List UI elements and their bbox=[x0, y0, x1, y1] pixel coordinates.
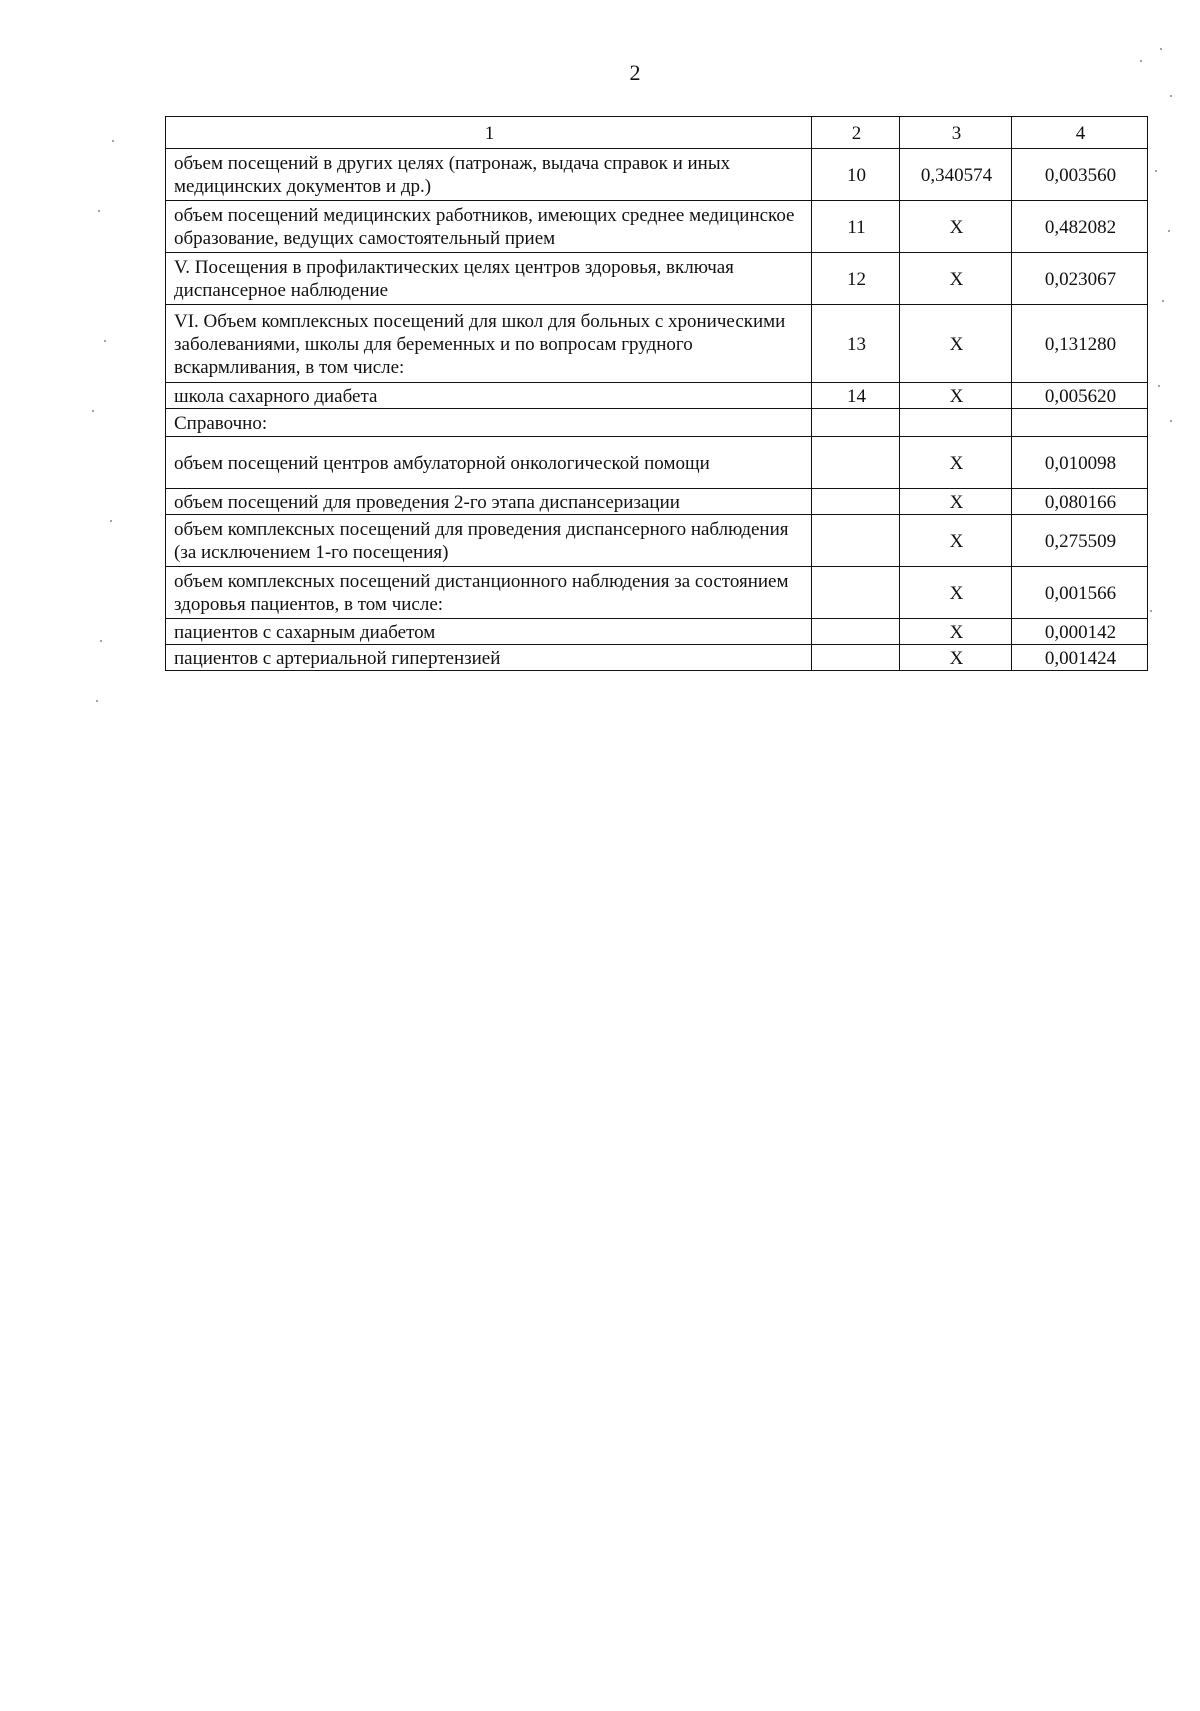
row-value-3: Х bbox=[900, 201, 1012, 253]
row-value-3: Х bbox=[900, 645, 1012, 671]
table-row bbox=[166, 515, 1148, 567]
row-value-4: 0,001424 bbox=[1012, 645, 1148, 671]
row-name: объем комплексных посещений для проведения диспансерного наблюдения (за исключением 1-го посещения) bbox=[166, 515, 812, 567]
table-row bbox=[166, 437, 1148, 489]
row-value-4 bbox=[1012, 409, 1148, 437]
row-name: объем посещений центров амбулаторной онкологической помощи bbox=[166, 437, 812, 489]
row-number bbox=[812, 409, 900, 437]
row-value-4: 0,275509 bbox=[1012, 515, 1148, 567]
row-number: 11 bbox=[812, 201, 900, 253]
table-row bbox=[166, 409, 1148, 437]
table-row bbox=[166, 201, 1148, 253]
row-value-3: Х bbox=[900, 437, 1012, 489]
row-name: объем посещений в других целях (патронаж, выдача справок и иных медицинских документов и др.) bbox=[166, 149, 812, 201]
table-row bbox=[166, 619, 1148, 645]
header-col-3: 3 bbox=[900, 117, 1012, 149]
row-number bbox=[812, 489, 900, 515]
row-value-3: 0,340574 bbox=[900, 149, 1012, 201]
table-row bbox=[166, 645, 1148, 671]
row-name: V. Посещения в профилактических целях центров здоровья, включая диспансерное наблюдение bbox=[166, 253, 812, 305]
row-value-3: Х bbox=[900, 515, 1012, 567]
row-number bbox=[812, 619, 900, 645]
row-value-3: Х bbox=[900, 489, 1012, 515]
row-number: 14 bbox=[812, 383, 900, 409]
row-name: VI. Объем комплексных посещений для школ для больных с хроническими заболеваниями, школы для беременных и по вопросам грудного вскармливания, в том числе: bbox=[166, 305, 812, 383]
row-number bbox=[812, 645, 900, 671]
row-name: школа сахарного диабета bbox=[166, 383, 812, 409]
table-row bbox=[166, 253, 1148, 305]
header-col-2: 2 bbox=[812, 117, 900, 149]
row-value-3: Х bbox=[900, 383, 1012, 409]
header-row bbox=[166, 117, 1148, 149]
row-value-4: 0,023067 bbox=[1012, 253, 1148, 305]
row-value-4: 0,003560 bbox=[1012, 149, 1148, 201]
row-value-4: 0,482082 bbox=[1012, 201, 1148, 253]
table-row bbox=[166, 149, 1148, 201]
row-number bbox=[812, 567, 900, 619]
row-value-4: 0,000142 bbox=[1012, 619, 1148, 645]
row-number bbox=[812, 515, 900, 567]
table-row bbox=[166, 567, 1148, 619]
row-name: пациентов с сахарным диабетом bbox=[166, 619, 812, 645]
data-table bbox=[165, 116, 1148, 671]
row-value-3 bbox=[900, 409, 1012, 437]
page-number: 2 bbox=[629, 60, 641, 85]
row-value-4: 0,010098 bbox=[1012, 437, 1148, 489]
row-number bbox=[812, 437, 900, 489]
row-name: объем посещений для проведения 2-го этапа диспансеризации bbox=[166, 489, 812, 515]
row-value-3: Х bbox=[900, 253, 1012, 305]
table-row bbox=[166, 383, 1148, 409]
row-value-4: 0,005620 bbox=[1012, 383, 1148, 409]
header-col-1: 1 bbox=[166, 117, 812, 149]
row-number: 12 bbox=[812, 253, 900, 305]
row-value-3: Х bbox=[900, 305, 1012, 383]
row-value-4: 0,131280 bbox=[1012, 305, 1148, 383]
row-name: пациентов с артериальной гипертензией bbox=[166, 645, 812, 671]
table-row bbox=[166, 305, 1148, 383]
table-row bbox=[166, 489, 1148, 515]
row-number: 13 bbox=[812, 305, 900, 383]
row-name: объем посещений медицинских работников, имеющих среднее медицинское образование, ведущих самостоятельный прием bbox=[166, 201, 812, 253]
row-number: 10 bbox=[812, 149, 900, 201]
row-value-3: Х bbox=[900, 567, 1012, 619]
header-col-4: 4 bbox=[1012, 117, 1148, 149]
row-name: Справочно: bbox=[166, 409, 812, 437]
row-name: объем комплексных посещений дистанционного наблюдения за состоянием здоровья пациентов, в том числе: bbox=[166, 567, 812, 619]
row-value-4: 0,001566 bbox=[1012, 567, 1148, 619]
row-value-3: Х bbox=[900, 619, 1012, 645]
row-value-4: 0,080166 bbox=[1012, 489, 1148, 515]
